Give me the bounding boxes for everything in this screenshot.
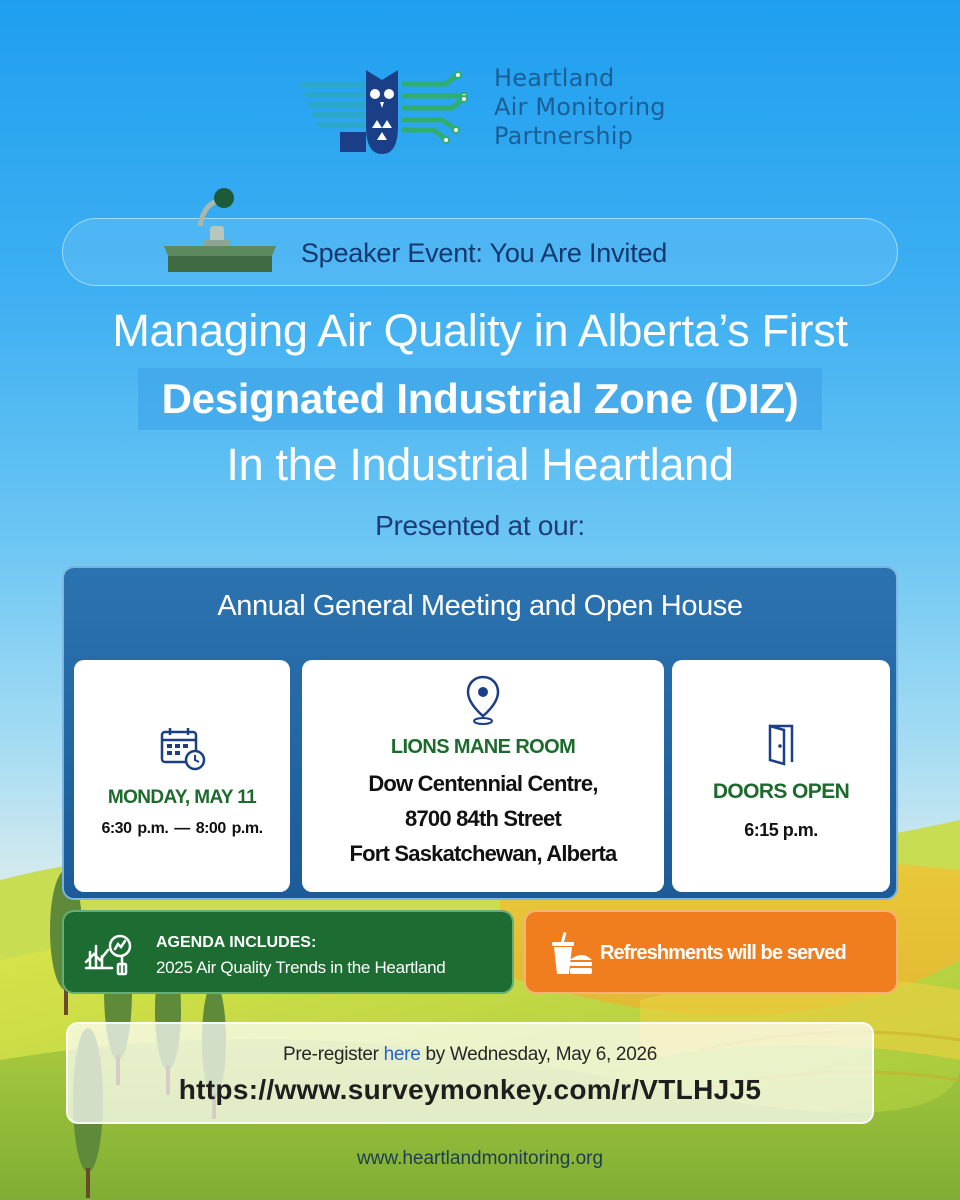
chart-magnifier-icon: [82, 928, 136, 978]
meeting-details-box: [62, 566, 898, 900]
presented-at-label: Presented at our:: [375, 510, 585, 541]
podium-microphone-icon: [164, 186, 276, 276]
venue-address: [302, 766, 664, 871]
doors-card: [672, 660, 890, 892]
headline-line2: Designated Industrial Zone (DIZ): [138, 368, 823, 430]
meeting-title: Annual General Meeting and Open House: [217, 590, 743, 622]
drink-burger-icon: [548, 930, 594, 978]
calendar-clock-icon: [158, 724, 206, 772]
headline-line3: In the Industrial Heartland: [226, 439, 734, 490]
doors-open-time: 6:15 p.m.: [744, 820, 818, 840]
doors-open-label: DOORS OPEN: [712, 780, 850, 803]
date-card: [74, 660, 290, 892]
address-line3: Fort Saskatchewan, Alberta: [349, 841, 617, 866]
refreshments-text: Refreshments will be served: [600, 942, 846, 964]
register-here-link[interactable]: here: [383, 1044, 421, 1065]
org-name-line2: Air Monitoring: [494, 93, 666, 121]
location-card: [302, 660, 664, 892]
address-line2: 8700 84th Street: [405, 806, 561, 831]
registration-box: [66, 1022, 874, 1124]
event-headline: [0, 300, 960, 496]
register-pre-text: Pre-register: [283, 1044, 384, 1065]
website-footer[interactable]: www.heartlandmonitoring.org: [356, 1148, 604, 1169]
agenda-box: [62, 910, 514, 994]
door-icon: [764, 722, 798, 766]
owl-logo-icon: [296, 62, 486, 158]
event-date: MONDAY, MAY 11: [107, 787, 257, 808]
refreshments-box: [524, 910, 898, 994]
org-logo: [296, 62, 696, 158]
org-name-line1: Heartland: [494, 64, 615, 92]
register-line: [68, 1044, 872, 1066]
map-pin-icon: [465, 674, 501, 726]
agenda-heading: AGENDA INCLUDES:: [156, 934, 317, 951]
speaker-banner-text: Speaker Event: You Are Invited: [300, 238, 668, 268]
address-line1: Dow Centennial Centre,: [368, 771, 598, 796]
org-name: [494, 64, 666, 151]
register-url[interactable]: https://www.surveymonkey.com/r/VTLHJJ5: [178, 1074, 762, 1105]
org-name-line3: Partnership: [494, 122, 634, 150]
agenda-item: 2025 Air Quality Trends in the Heartland: [156, 958, 446, 977]
headline-line1: Managing Air Quality in Alberta’s First: [112, 305, 848, 356]
register-deadline: by Wednesday, May 6, 2026: [420, 1044, 657, 1065]
event-time: 6:30 p.m. — 8:00 p.m.: [101, 820, 263, 837]
room-name: LIONS MANE ROOM: [390, 736, 576, 758]
